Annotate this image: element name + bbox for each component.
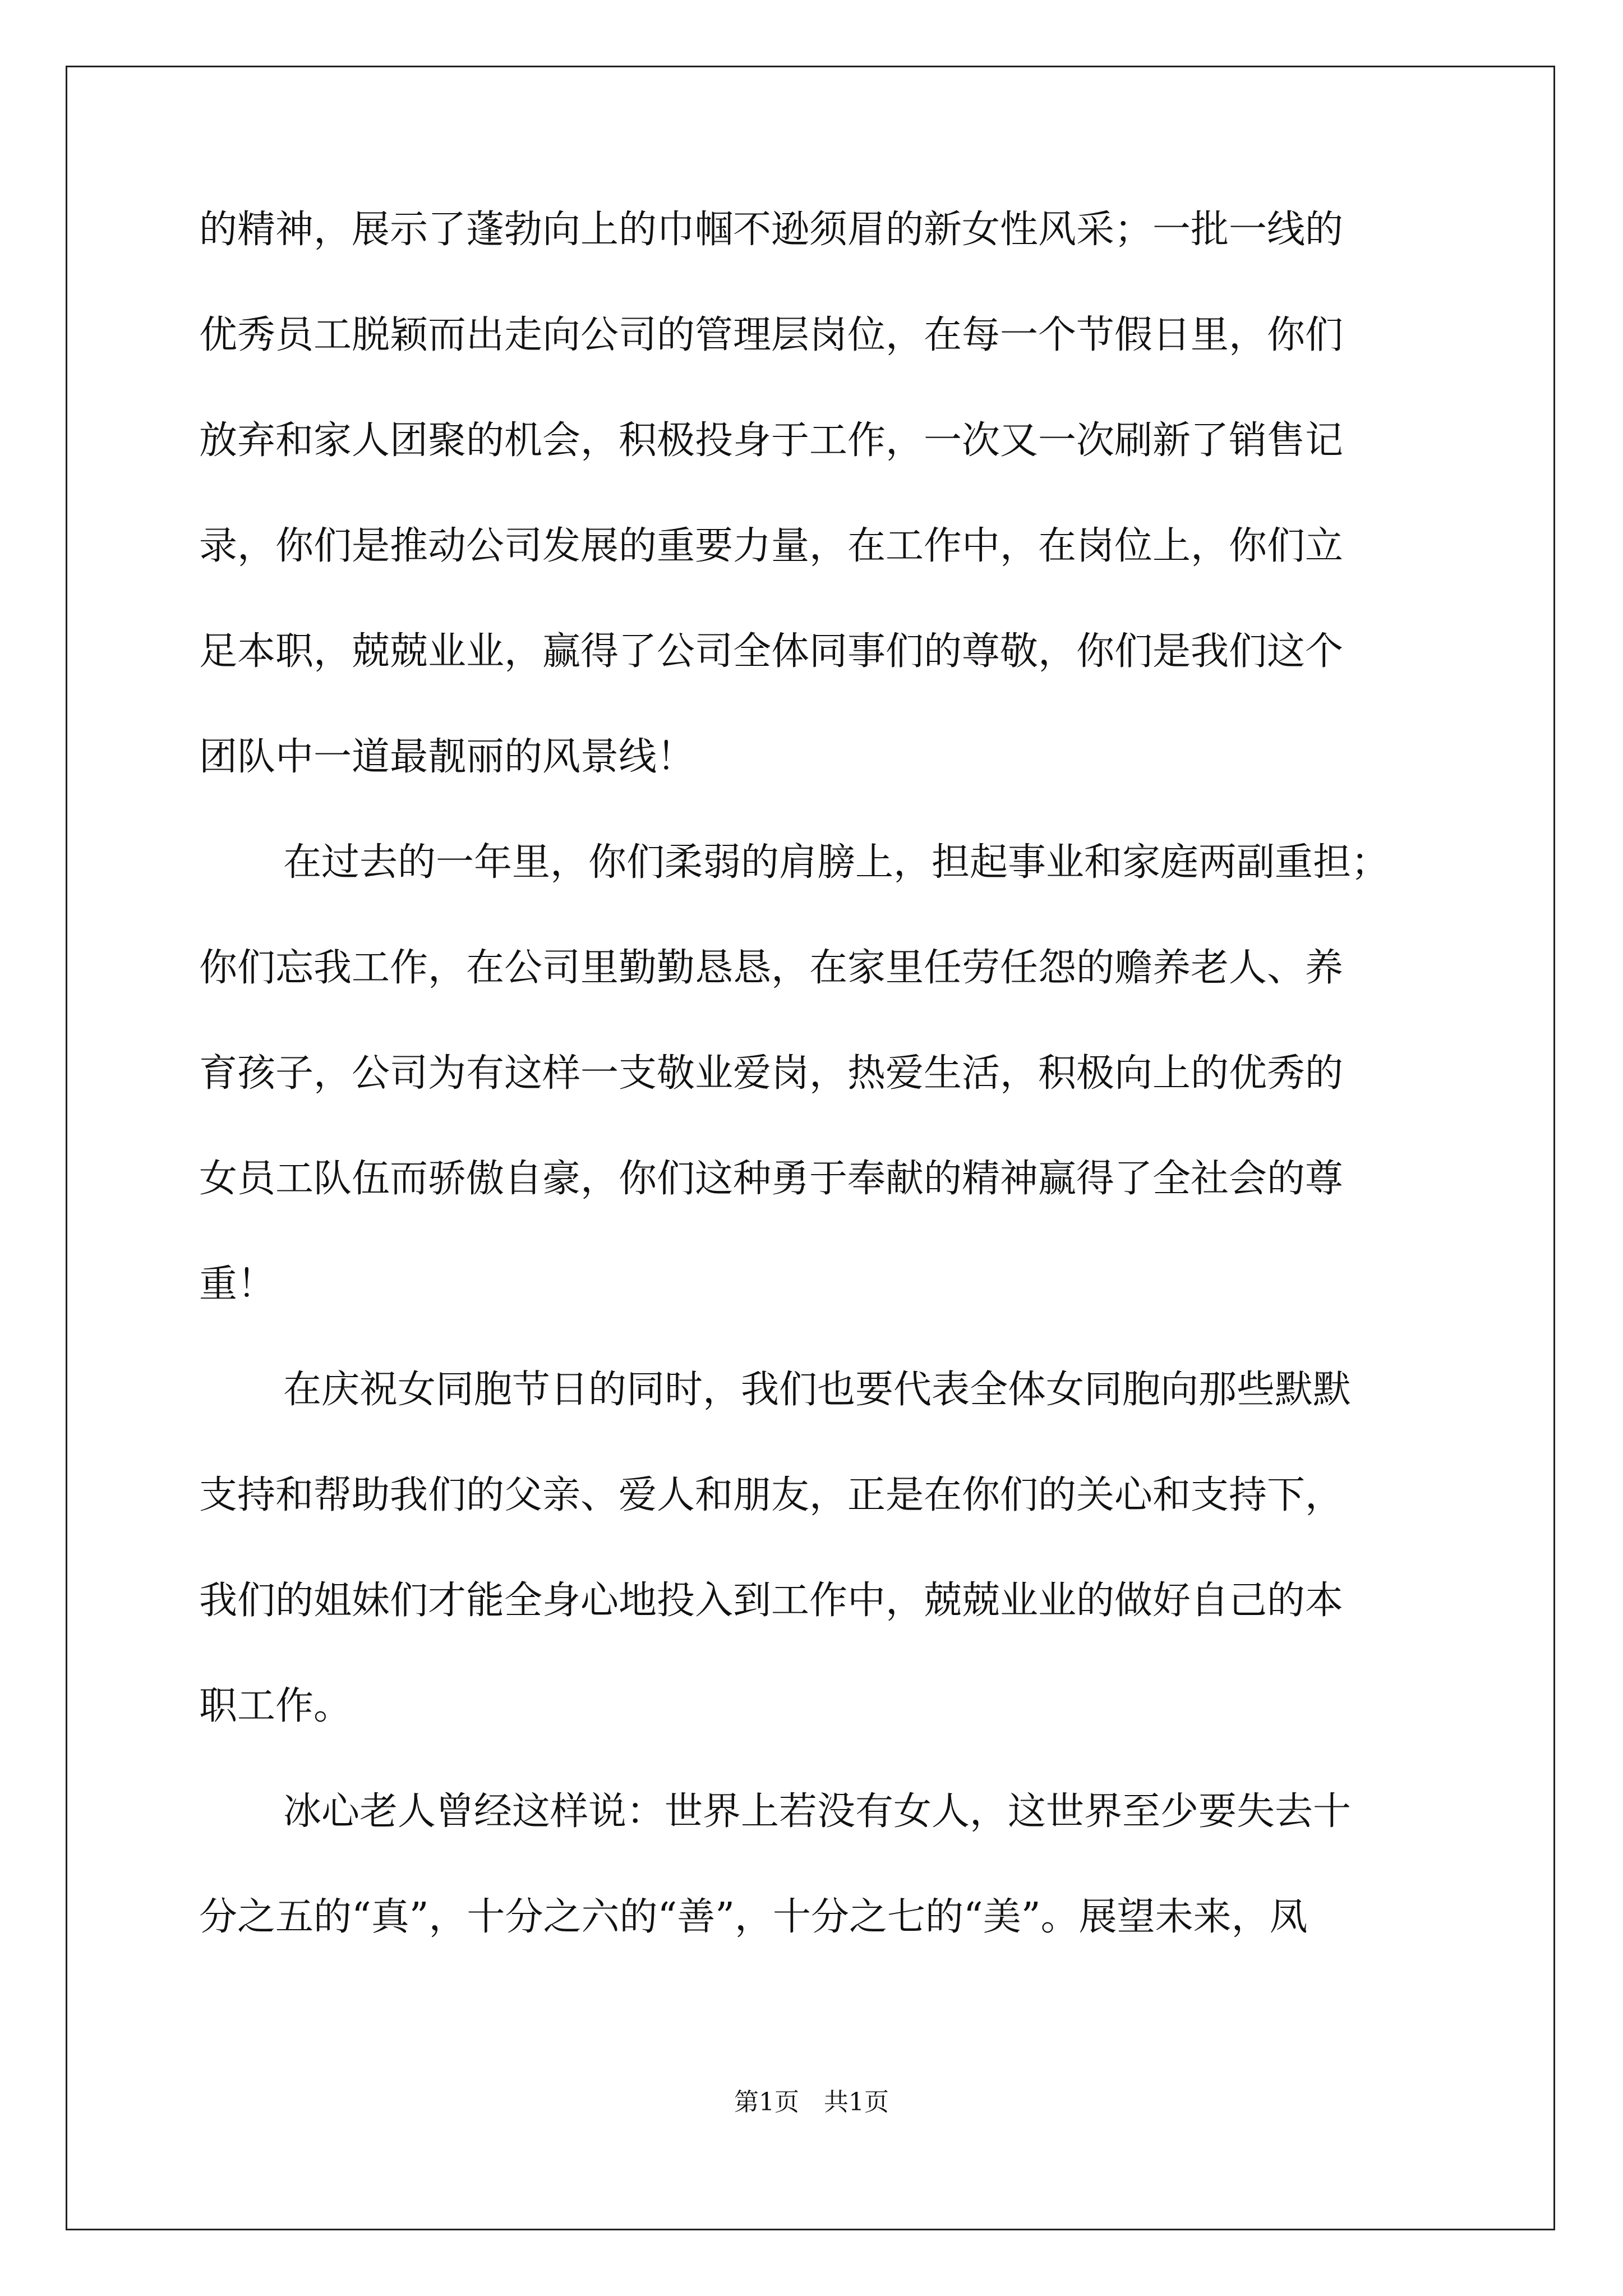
text-line: 职工作。: [199, 1684, 352, 1728]
text-line: 女员工队伍而骄傲自豪，你们这种勇于奉献的精神赢得了全社会的尊: [199, 1157, 1344, 1201]
text-line: 在过去的一年里，你们柔弱的肩膀上，担起事业和家庭两副重担；: [283, 840, 1390, 885]
text-line: 你们忘我工作，在公司里勤勤恳恳，在家里任劳任怨的赡养老人、养: [199, 946, 1344, 990]
text-line: 放弃和家人团聚的机会，积极投身于工作，一次又一次刷新了销售记: [199, 418, 1344, 463]
text-line: 冰心老人曾经这样说：世界上若没有女人，这世界至少要失去十: [283, 1789, 1352, 1834]
text-line: 我们的姐妹们才能全身心地投入到工作中，兢兢业业的做好自己的本: [199, 1579, 1344, 1623]
text-line: 团队中一道最靓丽的风景线！: [199, 735, 695, 779]
text-line: 足本职，兢兢业业，赢得了公司全体同事们的尊敬，你们是我们这个: [199, 629, 1344, 674]
text-line: 重！: [199, 1262, 276, 1306]
text-line: 分之五的“真”，十分之六的“善”，十分之七的“美”。展望未来，凤: [199, 1895, 1308, 1939]
text-line: 支持和帮助我们的父亲、爱人和朋友，正是在你们的关心和支持下，: [199, 1473, 1344, 1517]
text-line: 优秀员工脱颖而出走向公司的管理层岗位，在每一个节假日里，你们: [199, 313, 1344, 357]
text-line: 录，你们是推动公司发展的重要力量，在工作中，在岗位上，你们立: [199, 524, 1344, 568]
page-number-footer: 第1页 共1页: [734, 2088, 889, 2116]
text-line: 育孩子，公司为有这样一支敬业爱岗，热爱生活，积极向上的优秀的: [199, 1051, 1344, 1096]
text-line: 在庆祝女同胞节日的同时，我们也要代表全体女同胞向那些默默: [283, 1368, 1352, 1412]
text-line: 的精神，展示了蓬勃向上的巾帼不逊须眉的新女性风采；一批一线的: [199, 208, 1344, 252]
